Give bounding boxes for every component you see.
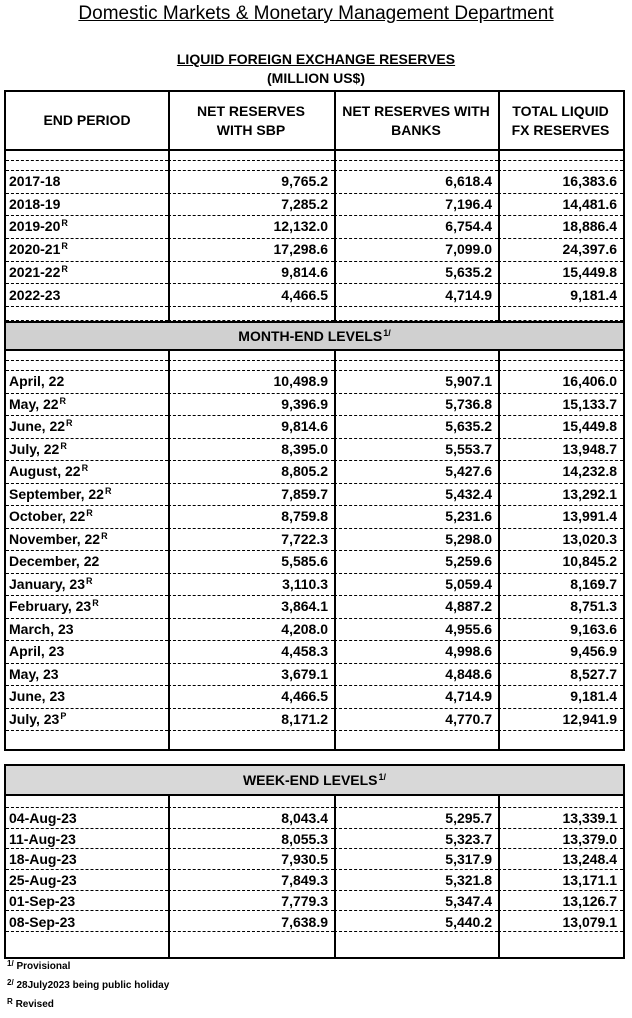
period-cell [6,849,168,870]
weekly-row [6,829,623,850]
divider [498,351,500,749]
spacer-row [6,351,623,361]
total-reserves-cell: 9,456.9 [498,641,623,664]
sbp-reserves-cell: 8,805.2 [168,461,334,484]
monthly-row [6,686,623,709]
period-label: July, 22 [9,440,60,457]
period-label: 18-Aug-23 [9,851,77,868]
sbp-reserves-cell: 3,864.1 [168,596,334,619]
period-label: 08-Sep-23 [9,913,76,930]
total-reserves-cell: 12,941.9 [498,709,623,732]
col-header-total: TOTAL LIQUID FX RESERVES [511,102,610,138]
period-cell [6,574,168,597]
monthly-row [6,484,623,507]
period-cell [6,416,168,439]
week-end-table [4,764,625,959]
period-label: February, 23 [9,598,92,614]
annual-row [6,262,623,285]
total-reserves-cell: 14,481.6 [498,194,623,217]
period-label: 25-Aug-23 [9,872,77,889]
bank-reserves-cell: 6,754.4 [334,216,498,239]
weekly-row [6,808,623,829]
spacer-row [6,151,623,161]
spacer-row [6,796,623,808]
revision-mark: R [86,575,93,586]
period-cell [6,829,168,850]
divider [334,796,336,957]
period-label: 2019-20 [9,218,61,235]
period-cell [6,285,168,308]
period-label: May, 22 [9,395,59,412]
bank-reserves-cell: 5,321.8 [334,870,498,891]
period-label: 11-Aug-23 [9,830,76,847]
sbp-reserves-cell: 8,759.8 [168,506,334,529]
footnote-text: Provisional [16,961,71,972]
annual-row [6,216,623,239]
bank-reserves-cell: 4,848.6 [334,664,498,687]
monthly-row [6,394,623,417]
period-label: January, 23 [9,575,86,592]
total-reserves-cell: 13,171.1 [498,870,623,891]
revision-mark: R [61,218,68,229]
total-reserves-cell: 9,181.4 [498,285,623,308]
total-reserves-cell: 16,406.0 [498,371,623,394]
period-cell [6,506,168,529]
sbp-reserves-cell: 9,814.6 [168,262,334,285]
monthly-row [6,641,623,664]
weekly-row [6,849,623,870]
revision-mark: R [92,598,99,608]
sbp-reserves-cell: 9,765.2 [168,171,334,194]
monthly-row [6,439,623,462]
divider [334,92,336,321]
bank-reserves-cell: 5,298.0 [334,529,498,552]
sbp-reserves-cell: 7,859.7 [168,484,334,507]
week-end-label: WEEK-END LEVELS [242,772,378,788]
period-cell [6,551,168,574]
bank-reserves-cell: 4,998.6 [334,641,498,664]
sbp-reserves-cell: 7,779.3 [168,891,334,912]
table-title: LIQUID FOREIGN EXCHANGE RESERVES [176,51,456,67]
bank-reserves-cell: 5,295.7 [334,808,498,829]
period-cell [6,709,168,732]
col-header-sbp: NET RESERVES WITH SBP [197,102,305,138]
period-label: June, 22 [9,418,66,434]
bank-reserves-cell: 5,553.7 [334,439,498,462]
period-label: December, 22 [9,553,100,569]
period-label: April, 23 [9,643,65,659]
total-reserves-cell: 13,079.1 [498,912,623,933]
monthly-row [6,551,623,574]
footnote-mark: R [7,997,13,1006]
period-label: April, 22 [9,373,65,389]
bank-reserves-cell: 5,736.8 [334,394,498,417]
period-label: 2021-22 [9,263,61,280]
period-label: 01-Sep-23 [9,892,76,909]
bank-reserves-cell: 5,432.4 [334,484,498,507]
total-reserves-cell: 15,449.8 [498,262,623,285]
bank-reserves-cell: 5,317.9 [334,849,498,870]
total-reserves-cell: 9,181.4 [498,686,623,709]
total-reserves-cell: 13,248.4 [498,849,623,870]
revision-mark: R [60,440,67,451]
footnote [6,980,169,991]
reserves-table [4,90,625,751]
bank-reserves-cell: 4,887.2 [334,596,498,619]
monthly-row [6,664,623,687]
total-reserves-cell: 13,126.7 [498,891,623,912]
sbp-reserves-cell: 8,055.3 [168,829,334,850]
spacer-row [6,361,623,371]
period-cell [6,619,168,642]
table-header [6,92,623,151]
period-cell [6,664,168,687]
total-reserves-cell: 13,379.0 [498,829,623,850]
bank-reserves-cell: 7,196.4 [334,194,498,217]
monthly-row [6,416,623,439]
bank-reserves-cell: 5,231.6 [334,506,498,529]
period-label: June, 23 [9,688,66,704]
monthly-row [6,529,623,552]
period-cell [6,171,168,194]
period-label: May, 23 [9,665,59,682]
period-cell [6,239,168,262]
period-label: October, 22 [9,508,86,524]
unit-label: (MILLION US$) [267,70,365,86]
annual-row [6,239,623,262]
divider [498,92,500,321]
period-cell [6,641,168,664]
sbp-reserves-cell: 4,208.0 [168,619,334,642]
period-label: November, 22 [9,530,101,547]
total-reserves-cell: 8,527.7 [498,664,623,687]
total-reserves-cell: 13,020.3 [498,529,623,552]
revision-mark: R [66,418,73,428]
month-end-note-ref: 1/ [383,328,391,338]
bank-reserves-cell: 5,323.7 [334,829,498,850]
period-cell [6,808,168,829]
page-title: Domestic Markets & Monetary Management Department [78,3,554,24]
sbp-reserves-cell: 7,722.3 [168,529,334,552]
bank-reserves-cell: 4,714.9 [334,285,498,308]
footnote-text: Revised [15,999,54,1010]
total-reserves-cell: 15,449.8 [498,416,623,439]
week-end-section-header [6,766,623,796]
period-cell [6,394,168,417]
monthly-row [6,461,623,484]
period-cell [6,686,168,709]
monthly-row [6,506,623,529]
period-cell [6,529,168,552]
divider [168,351,170,749]
sbp-reserves-cell: 7,638.9 [168,912,334,933]
period-cell [6,194,168,217]
period-cell [6,262,168,285]
divider [498,796,500,957]
total-reserves-cell: 13,948.7 [498,439,623,462]
bank-reserves-cell: 5,059.4 [334,574,498,597]
annual-row [6,171,623,194]
monthly-row [6,596,623,619]
divider [168,796,170,957]
total-reserves-cell: 13,292.1 [498,484,623,507]
bank-reserves-cell: 6,618.4 [334,171,498,194]
total-reserves-cell: 24,397.6 [498,239,623,262]
total-reserves-cell: 13,339.1 [498,808,623,829]
sbp-reserves-cell: 8,043.4 [168,808,334,829]
sbp-reserves-cell: 5,585.6 [168,551,334,574]
spacer-row [6,307,623,321]
period-cell [6,216,168,239]
period-label: 2020-21 [9,241,61,258]
revision-mark: R [81,463,89,473]
revision-mark: R [61,263,68,274]
annual-row [6,285,623,308]
total-reserves-cell: 8,751.3 [498,596,623,619]
footnote [6,999,54,1010]
bank-reserves-cell: 4,955.6 [334,619,498,642]
footnote [6,961,70,972]
col-header-end-period: END PERIOD [43,112,131,128]
bank-reserves-cell: 5,635.2 [334,416,498,439]
total-reserves-cell: 13,991.4 [498,506,623,529]
bank-reserves-cell: 5,635.2 [334,262,498,285]
sbp-reserves-cell: 8,171.2 [168,709,334,732]
bank-reserves-cell: 7,099.0 [334,239,498,262]
revision-mark: R [59,395,67,406]
sbp-reserves-cell: 3,110.3 [168,574,334,597]
sbp-reserves-cell: 17,298.6 [168,239,334,262]
period-label: 2017-18 [9,173,61,189]
weekly-row [6,912,623,933]
footnote-text: 28July2023 being public holiday [16,980,170,991]
period-cell [6,870,168,891]
period-label: September, 22 [9,485,104,502]
bank-reserves-cell: 5,440.2 [334,912,498,933]
footnote-mark: 1/ [7,959,14,968]
period-cell [6,484,168,507]
week-end-note-ref: 1/ [378,772,387,782]
revision-mark: R [61,241,68,252]
spacer-row [6,161,623,171]
sbp-reserves-cell: 4,466.5 [168,686,334,709]
bank-reserves-cell: 4,770.7 [334,709,498,732]
total-reserves-cell: 18,886.4 [498,216,623,239]
month-end-label: MONTH-END LEVELS [238,328,383,344]
sbp-reserves-cell: 4,466.5 [168,285,334,308]
monthly-row [6,619,623,642]
sbp-reserves-cell: 10,498.9 [168,371,334,394]
total-reserves-cell: 14,232.8 [498,461,623,484]
monthly-row [6,371,623,394]
bank-reserves-cell: 5,427.6 [334,461,498,484]
sbp-reserves-cell: 7,930.5 [168,849,334,870]
col-header-banks: NET RESERVES WITH BANKS [342,102,490,138]
footnote-mark: 2/ [7,978,14,987]
sbp-reserves-cell: 4,458.3 [168,641,334,664]
period-cell [6,912,168,933]
bank-reserves-cell: 5,259.6 [334,551,498,574]
annual-row [6,194,623,217]
period-label: August, 22 [9,463,81,479]
period-label: March, 23 [9,620,74,637]
sbp-reserves-cell: 9,396.9 [168,394,334,417]
period-cell [6,891,168,912]
period-cell [6,596,168,619]
sbp-reserves-cell: 8,395.0 [168,439,334,462]
monthly-row [6,574,623,597]
bank-reserves-cell: 5,907.1 [334,371,498,394]
bank-reserves-cell: 5,347.4 [334,891,498,912]
period-label: 2018-19 [9,195,61,212]
sbp-reserves-cell: 7,285.2 [168,194,334,217]
total-reserves-cell: 8,169.7 [498,574,623,597]
revision-mark: R [104,485,112,496]
total-reserves-cell: 15,133.7 [498,394,623,417]
revision-mark: P [60,710,67,721]
sbp-reserves-cell: 7,849.3 [168,870,334,891]
bank-reserves-cell: 4,714.9 [334,686,498,709]
total-reserves-cell: 10,845.2 [498,551,623,574]
period-label: July, 23 [9,710,60,727]
month-end-section-header [6,321,623,351]
period-cell [6,371,168,394]
weekly-row [6,870,623,891]
total-reserves-cell: 16,383.6 [498,171,623,194]
total-reserves-cell: 9,163.6 [498,619,623,642]
divider [168,92,170,321]
revision-mark: R [86,508,93,518]
period-cell [6,439,168,462]
sbp-reserves-cell: 3,679.1 [168,664,334,687]
period-label: 2022-23 [9,286,61,303]
sbp-reserves-cell: 9,814.6 [168,416,334,439]
period-cell [6,461,168,484]
monthly-row [6,709,623,732]
divider [334,351,336,749]
revision-mark: R [101,530,108,541]
sbp-reserves-cell: 12,132.0 [168,216,334,239]
weekly-row [6,891,623,912]
period-label: 04-Aug-23 [9,810,77,826]
